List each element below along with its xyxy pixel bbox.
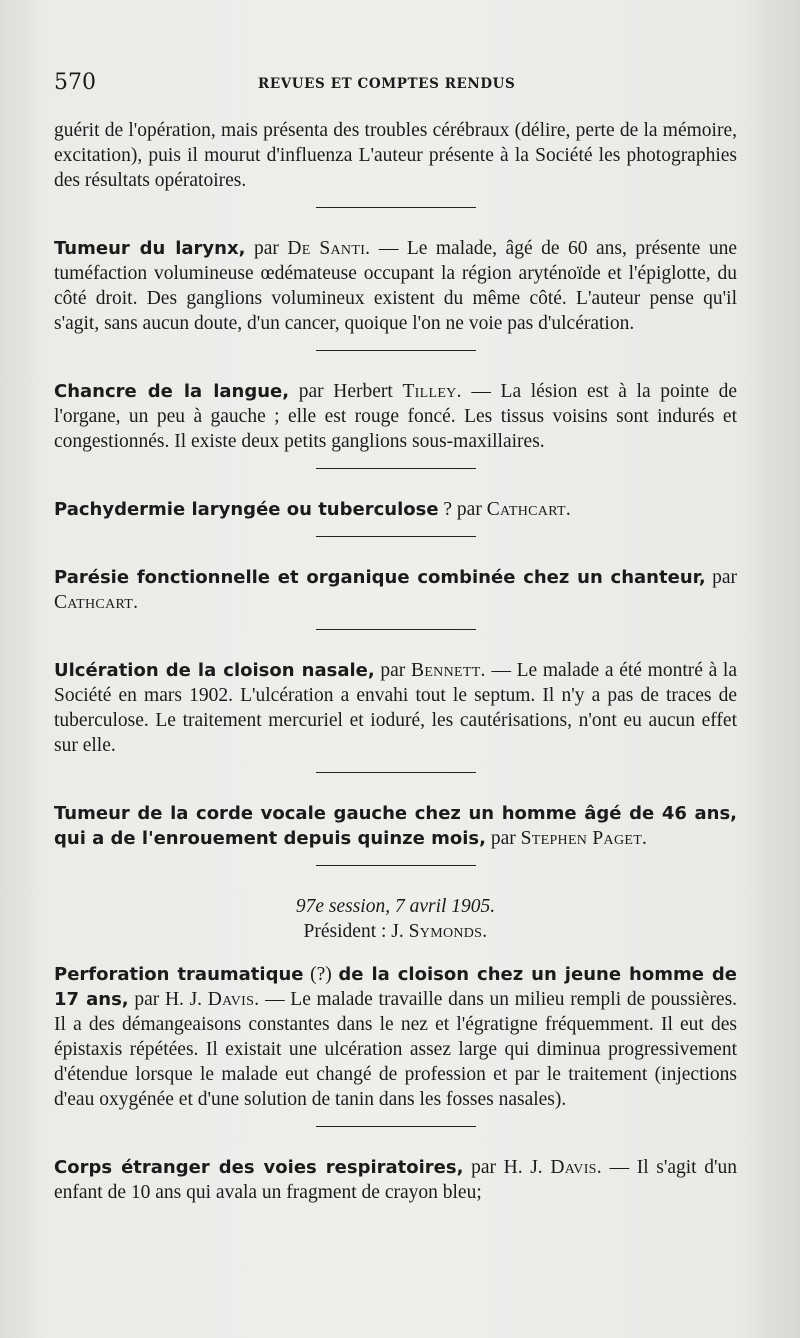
entry-corps-etranger: Corps étranger des voies respiratoires, par H. J. Davis. — Il s'agit d'un enfant de 10 ans qui avala un fragment de crayon bleu;: [54, 1157, 738, 1203]
separator-rule: [316, 1126, 476, 1127]
entry-title: Parésie fonctionnelle et organique combinée chez un chanteur,: [54, 567, 706, 588]
running-title: REVUES ET COMPTES RENDUS: [258, 76, 516, 92]
entry-author: Davis.: [207, 989, 260, 1010]
entry-title: Tumeur de la corde vocale gauche chez un homme âgé de 46 ans, qui a de l'enrouement depuis quinze mois,: [54, 803, 737, 849]
entry-tumeur-larynx: Tumeur du larynx, par De Santi. — Le malade, âgé de 60 ans, présente une tuméfaction volumineuse œdémateuse occupant la région aryténoïde et l'épiglotte, du côté droit. Des ganglions volumineux existent du même côté. L'auteur pense qu'il s'agit, sans aucun doute, d'un cancer, quoique l'on ne voie pas d'ulcération.: [54, 238, 737, 334]
entry-pachydermie: Pachydermie laryngée ou tuberculose ? par Cathcart.: [54, 499, 572, 520]
separator-rule: [316, 865, 476, 866]
intro-paragraph: guérit de l'opération, mais présenta des troubles cérébraux (délire, perte de la mémoire, excitation), puis il mourut d'influenza L'auteur présente à la Société les photographies des résultats opératoires.: [54, 120, 737, 191]
separator-rule: [316, 536, 476, 537]
page-header: [54, 70, 744, 104]
entry-title: Perforation traumatique: [54, 964, 304, 985]
entry-text: — Le malade travaille dans un milieu rempli de poussières. Il a des démangeaisons constantes dans le nez et l'égratigne fréquemment. Il eut des épistaxis répétées. Il existait une ulcération assez large qui diminua progressivement d'étendue lorsque le malade eut changé de profession et par le traitement (injections d'eau oxygénée et d'une solution de tanin dans les fosses nasales).: [54, 989, 738, 1110]
entry-author: Cathcart.: [54, 592, 139, 613]
separator-rule: [316, 629, 476, 630]
entry-title: Pachydermie laryngée ou tuberculose: [54, 499, 439, 520]
entry-author: Cathcart.: [486, 499, 572, 520]
entry-title: Ulcération de la cloison nasale,: [54, 660, 375, 681]
entry-author: Davis.: [550, 1157, 602, 1178]
session-president: Président : J. Symonds.: [303, 921, 488, 942]
entry-title: Corps étranger des voies respiratoires,: [54, 1157, 464, 1178]
page-body: [54, 118, 737, 1205]
entry-author: Stephen Paget.: [520, 828, 648, 849]
separator-rule: [316, 207, 476, 208]
entry-chancre-langue: Chancre de la langue, par Herbert Tilley. — La lésion est à la pointe de l'organe, un peu à gauche ; elle est rouge foncé. Les tissus voisins sont indurés et congestionnés. Il existe deux petits ganglions sous-maxillaires.: [54, 381, 738, 452]
entry-title: Chancre de la langue,: [54, 381, 290, 402]
entry-author: Tilley.: [402, 381, 462, 402]
page-number: 570: [54, 70, 96, 95]
entry-tumeur-corde: Tumeur de la corde vocale gauche chez un homme âgé de 46 ans, qui a de l'enrouement depuis quinze mois, par Stephen Paget.: [54, 803, 737, 849]
entry-author: Bennett.: [411, 660, 486, 681]
entry-title: Tumeur du larynx,: [54, 238, 246, 259]
entry-text: — Le malade, âgé de 60 ans, présente une tuméfaction volumineuse œdémateuse occupant la région aryténoïde et l'épiglotte, du côté droit. Des ganglions volumineux existent du même côté. L'auteur pense qu'il s'agit, sans aucun doute, d'un cancer, quoique l'on ne voie pas d'ulcération.: [54, 238, 737, 334]
session-heading: 97e session, 7 avril 1905.: [295, 896, 496, 917]
entry-author: De Santi.: [287, 238, 371, 259]
entry-perforation: Perforation traumatique (?) de la cloison chez un jeune homme de 17 ans, par H. J. Davis. — Le malade travaille dans un milieu rempli de poussières. Il a des démangeaisons constantes dans le nez et l'égratigne fréquemment. Il eut des épistaxis répétées. Il existait une ulcération assez large qui diminua progressivement d'étendue lorsque le malade eut changé de profession et par le traitement (injections d'eau oxygénée et d'une solution de tanin dans les fosses nasales).: [54, 964, 738, 1110]
entry-text: — La lésion est à la pointe de l'organe, un peu à gauche ; elle est rouge foncé. Les tissus voisins sont indurés et congestionnés. Il existe deux petits ganglions sous-maxillaires.: [54, 381, 738, 452]
entry-text: — Il s'agit d'un enfant de 10 ans qui avala un fragment de crayon bleu;: [54, 1157, 738, 1203]
entry-ulceration: Ulcération de la cloison nasale, par Bennett. — Le malade a été montré à la Société en mars 1902. L'ulcération a envahi tout le septum. Il n'y a pas de traces de tuberculose. Le traitement mercuriel et ioduré, les cautérisations, n'ont eu aucun effet sur elle.: [54, 660, 738, 756]
separator-rule: [316, 350, 476, 351]
entry-paresie: Parésie fonctionnelle et organique combinée chez un chanteur, par Cathcart.: [54, 567, 737, 613]
entry-text: — Le malade a été montré à la Société en mars 1902. L'ulcération a envahi tout le septum. Il n'y a pas de traces de tuberculose. Le traitement mercuriel et ioduré, les cautérisations, n'ont eu aucun effet sur elle.: [54, 660, 738, 756]
separator-rule: [316, 468, 476, 469]
separator-rule: [316, 772, 476, 773]
